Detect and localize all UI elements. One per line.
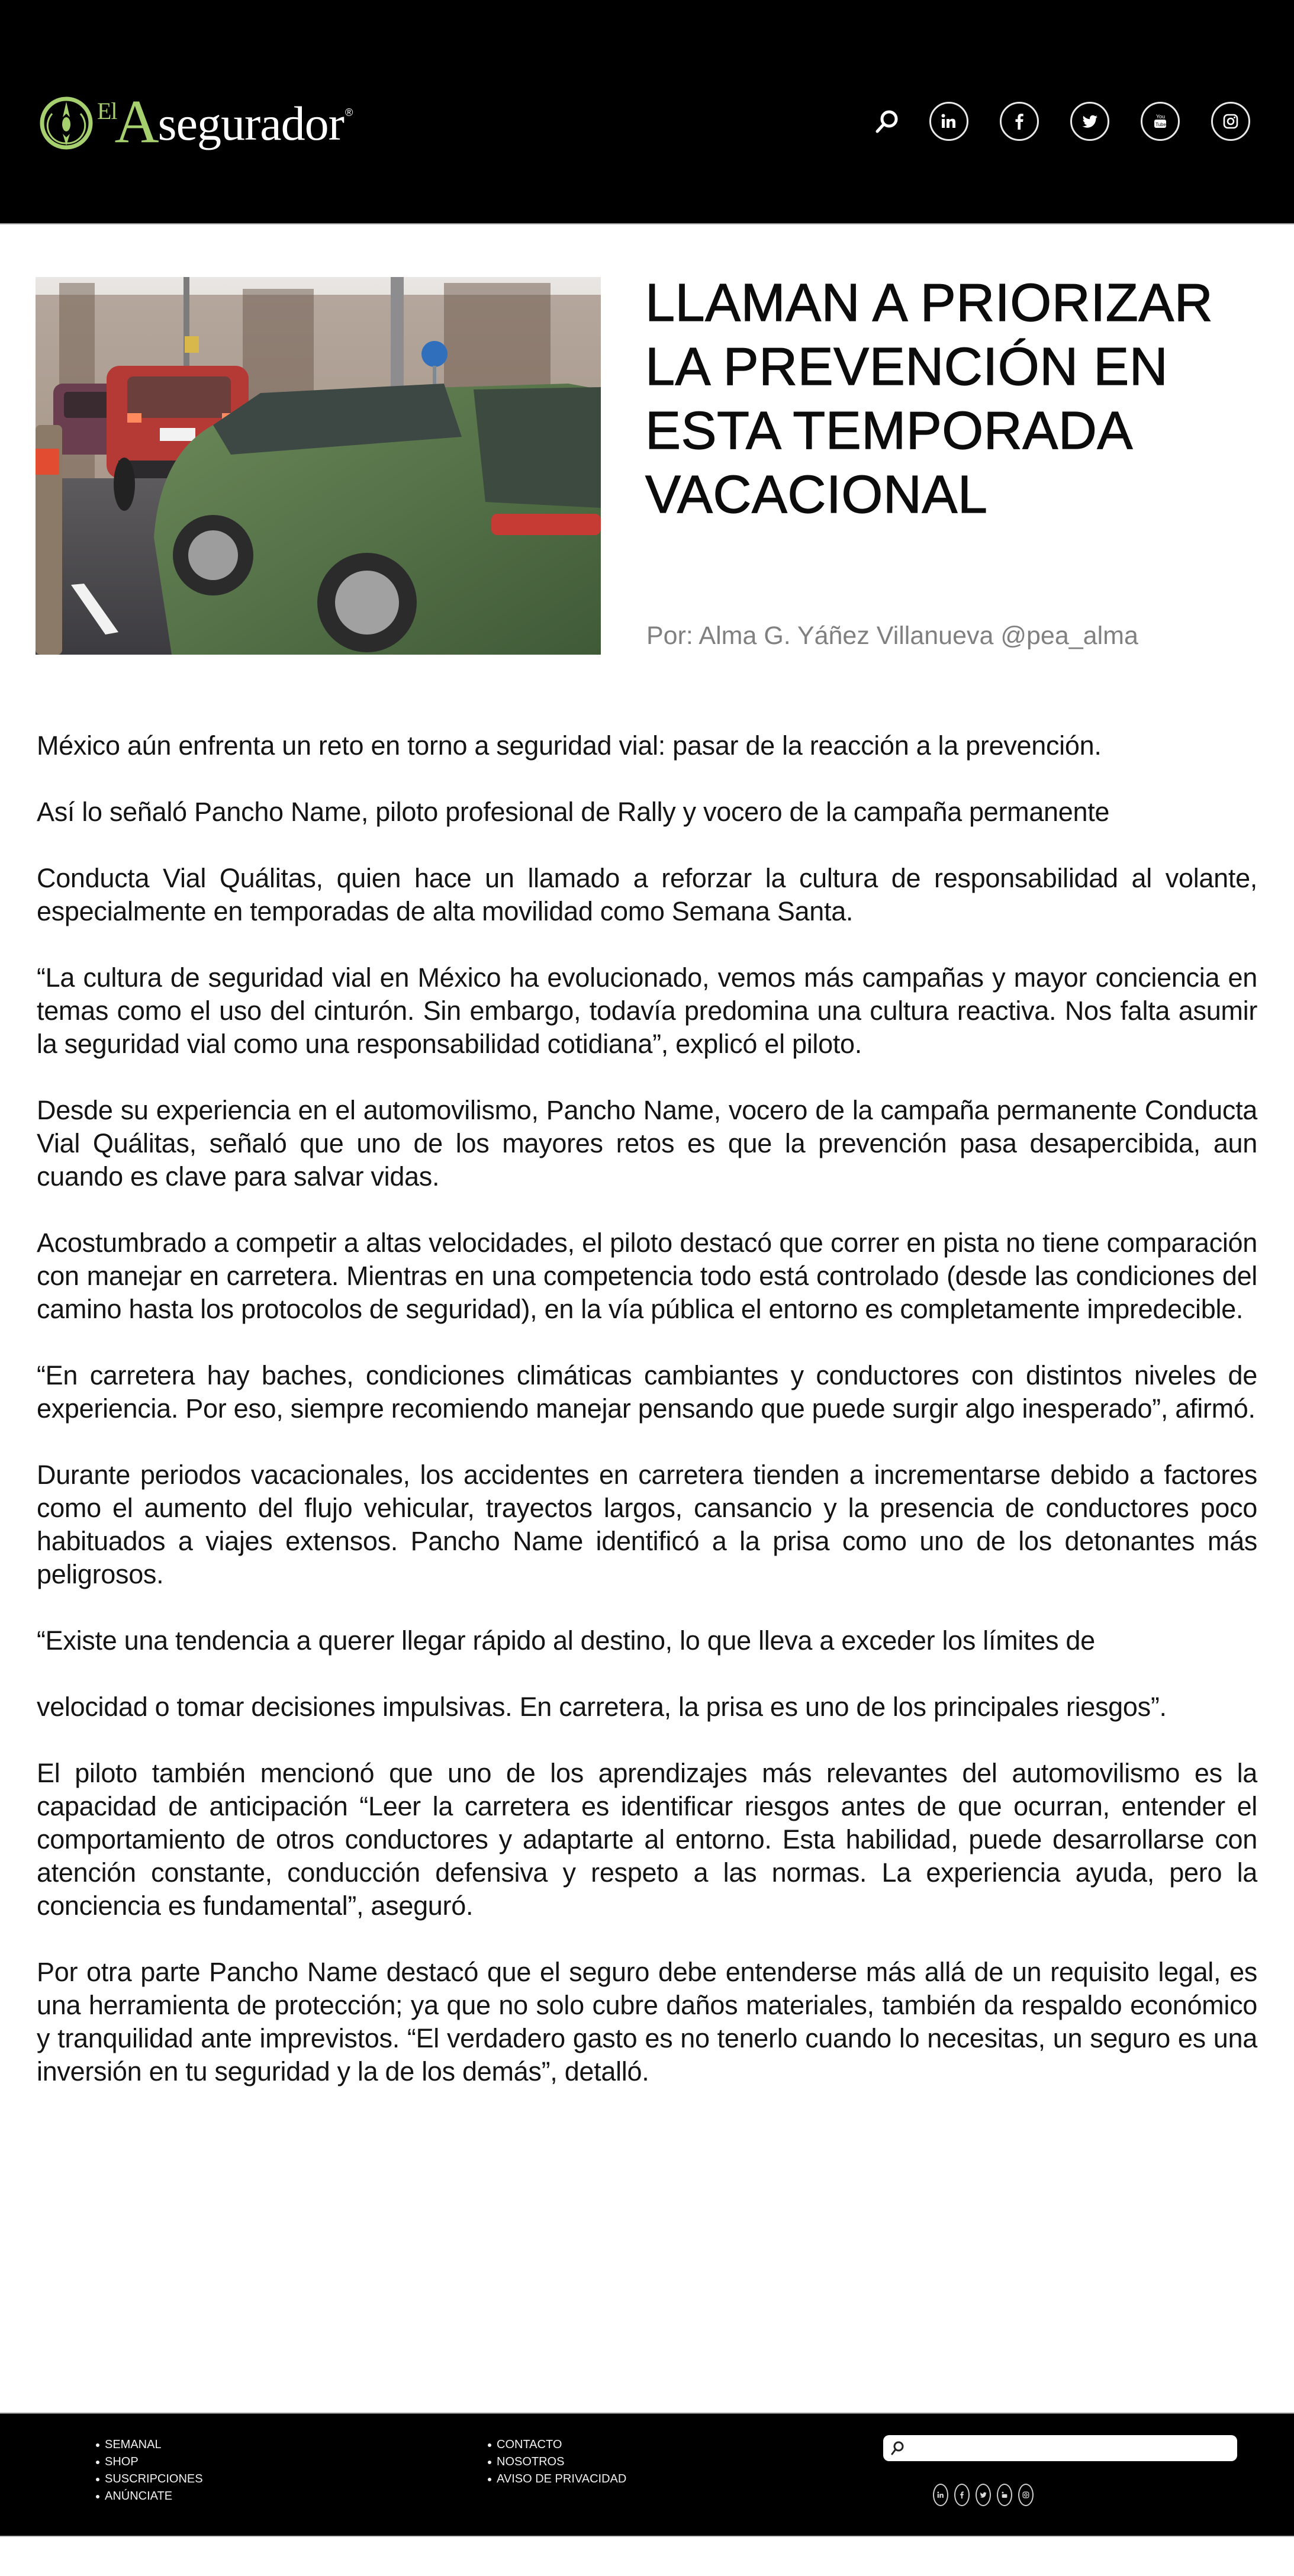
article-paragraph: Así lo señaló Pancho Name, piloto profesional de Rally y vocero de la campaña permanente (37, 797, 1110, 827)
search-button[interactable] (870, 105, 903, 138)
instagram-icon (1221, 112, 1240, 131)
search-icon (890, 2440, 904, 2456)
article-title: LLAMAN A PRIORIZAR LA PREVENCIÓN EN ESTA TEMPORADA VACACIONAL (645, 273, 1213, 524)
footer-link-contacto[interactable]: CONTACTO (488, 2436, 626, 2453)
footer-link-aviso-privacidad[interactable]: AVISO DE PRIVACIDAD (488, 2471, 626, 2488)
footer-link-suscripciones[interactable]: SUSCRIPCIONES (96, 2471, 203, 2488)
site-footer (0, 2413, 1294, 2537)
article-paragraph: Durante periodos vacacionales, los accidentes en carretera tienden a incrementarse debido a factores como el aumento del flujo vehicular, trayectos largos, cansancio y la presencia de conductores poco habituados a viajes extensos. Pancho Name identificó a la prisa como uno de los detonantes más peligrosos. (37, 1460, 1257, 1589)
twitter-icon (1080, 112, 1099, 131)
article-paragraph: El piloto también mencionó que uno de los aprendizajes más relevantes del automovilismo es la capacidad de anticipación “Leer la carretera es identificar riesgos antes de que ocurran, entender el comportamiento de otros conductores y adaptarte al entorno. Esta habilidad, puede desarrollarse con atención constante, conducción defensiva y respeto a las normas. La experiencia ayuda, pero la conciencia es fundamental”, aseguró. (37, 1758, 1257, 1921)
svg-text:Tube: Tube (1155, 122, 1166, 127)
logo-emblem-icon (39, 96, 94, 150)
article-paragraph: velocidad o tomar decisiones impulsivas. En carretera, la prisa es uno de los principales riesgos”. (37, 1692, 1167, 1722)
footer-youtube-button[interactable] (997, 2484, 1012, 2506)
logo-el-text: El (97, 98, 117, 124)
footer-facebook-button[interactable] (954, 2484, 970, 2506)
article-hero-image (36, 277, 601, 655)
footer-search-box[interactable] (883, 2435, 1237, 2461)
search-icon (874, 108, 900, 134)
youtube-icon (1000, 2490, 1009, 2500)
article-paragraph: México aún enfrenta un reto en torno a seguridad vial: pasar de la reacción a la prevención. (37, 730, 1102, 761)
article-paragraph: Conducta Vial Quálitas, quien hace un llamado a reforzar la cultura de responsabilidad al volante, especialmente en temporadas de alta movilidad como Semana Santa. (37, 863, 1257, 926)
footer-twitter-button[interactable] (976, 2484, 991, 2506)
svg-text:You: You (1156, 114, 1166, 120)
article-paragraph: “En carretera hay baches, condiciones climáticas cambiantes y conductores con distintos niveles de experiencia. Por eso, siempre recomiendo manejar pensando que puede surgir algo inesperado”, afirmó. (37, 1360, 1257, 1424)
facebook-button[interactable] (1000, 102, 1039, 141)
header-icon-bar (870, 101, 1250, 142)
youtube-button[interactable] (1141, 102, 1180, 141)
instagram-button[interactable] (1211, 102, 1250, 141)
footer-linkedin-button[interactable] (933, 2484, 948, 2506)
footer-social-links (933, 2484, 1039, 2506)
footer-instagram-button[interactable] (1018, 2484, 1034, 2506)
article-paragraph: Desde su experiencia en el automovilismo, Pancho Name, vocero de la campaña permanente Conducta Vial Quálitas, señaló que uno de los mayores retos es que la prevención pasa desapercibida, aun cuando es clave para salvar vidas. (37, 1095, 1257, 1192)
linkedin-icon (939, 112, 958, 131)
article-byline: Por: Alma G. Yáñez Villanueva @pea_alma (646, 622, 1138, 650)
article-paragraph: “La cultura de seguridad vial en México ha evolucionado, vemos más campañas y mayor conciencia en temas como el uso del cinturón. Sin embargo, todavía predomina una cultura reactiva. Nos falta asumir la seguridad vial como una responsabilidad cotidiana”, explicó el piloto. (37, 962, 1257, 1059)
youtube-icon (1151, 112, 1170, 131)
footer-link-anunciate[interactable]: ANÚNCIATE (96, 2488, 203, 2505)
article-paragraph: Acostumbrado a competir a altas velocidades, el piloto destacó que correr en pista no tiene comparación con manejar en carretera. Mientras en una competencia todo está controlado (desde las condiciones del camino hasta los protocolos de seguridad), en la vía pública el entorno es completamente impredecible. (37, 1228, 1257, 1324)
footer-link-semanal[interactable]: SEMANAL (96, 2436, 203, 2453)
footer-search-input[interactable] (904, 2436, 1237, 2461)
site-logo[interactable] (39, 88, 353, 159)
logo-a-text: A (114, 88, 159, 156)
linkedin-icon (936, 2491, 945, 2499)
footer-links-secondary (488, 2436, 626, 2488)
article-paragraph: Por otra parte Pancho Name destacó que el seguro debe entenderse más allá de un requisito legal, es una herramienta de protección; ya que no solo cubre daños materiales, también da respaldo económico y tranquilidad ante imprevistos. “El verdadero gasto es no tenerlo cuando lo necesitas, un seguro es una inversión en tu seguridad y la de los demás”, detalló. (37, 1957, 1257, 2086)
site-header (0, 0, 1294, 224)
article-body (37, 729, 1257, 2121)
facebook-icon (1010, 112, 1029, 131)
facebook-icon (958, 2490, 966, 2500)
linkedin-button[interactable] (929, 102, 968, 141)
article-paragraph: “Existe una tendencia a querer llegar rápido al destino, lo que lleva a exceder los límites de (37, 1625, 1095, 1656)
twitter-button[interactable] (1070, 102, 1109, 141)
twitter-icon (979, 2491, 987, 2499)
footer-link-shop[interactable]: SHOP (96, 2453, 203, 2471)
logo-registered-mark: ® (345, 107, 353, 118)
instagram-icon (1022, 2491, 1030, 2499)
footer-links-primary (96, 2436, 203, 2505)
logo-segurador-text: segurador (157, 96, 344, 150)
footer-link-nosotros[interactable]: NOSOTROS (488, 2453, 626, 2471)
